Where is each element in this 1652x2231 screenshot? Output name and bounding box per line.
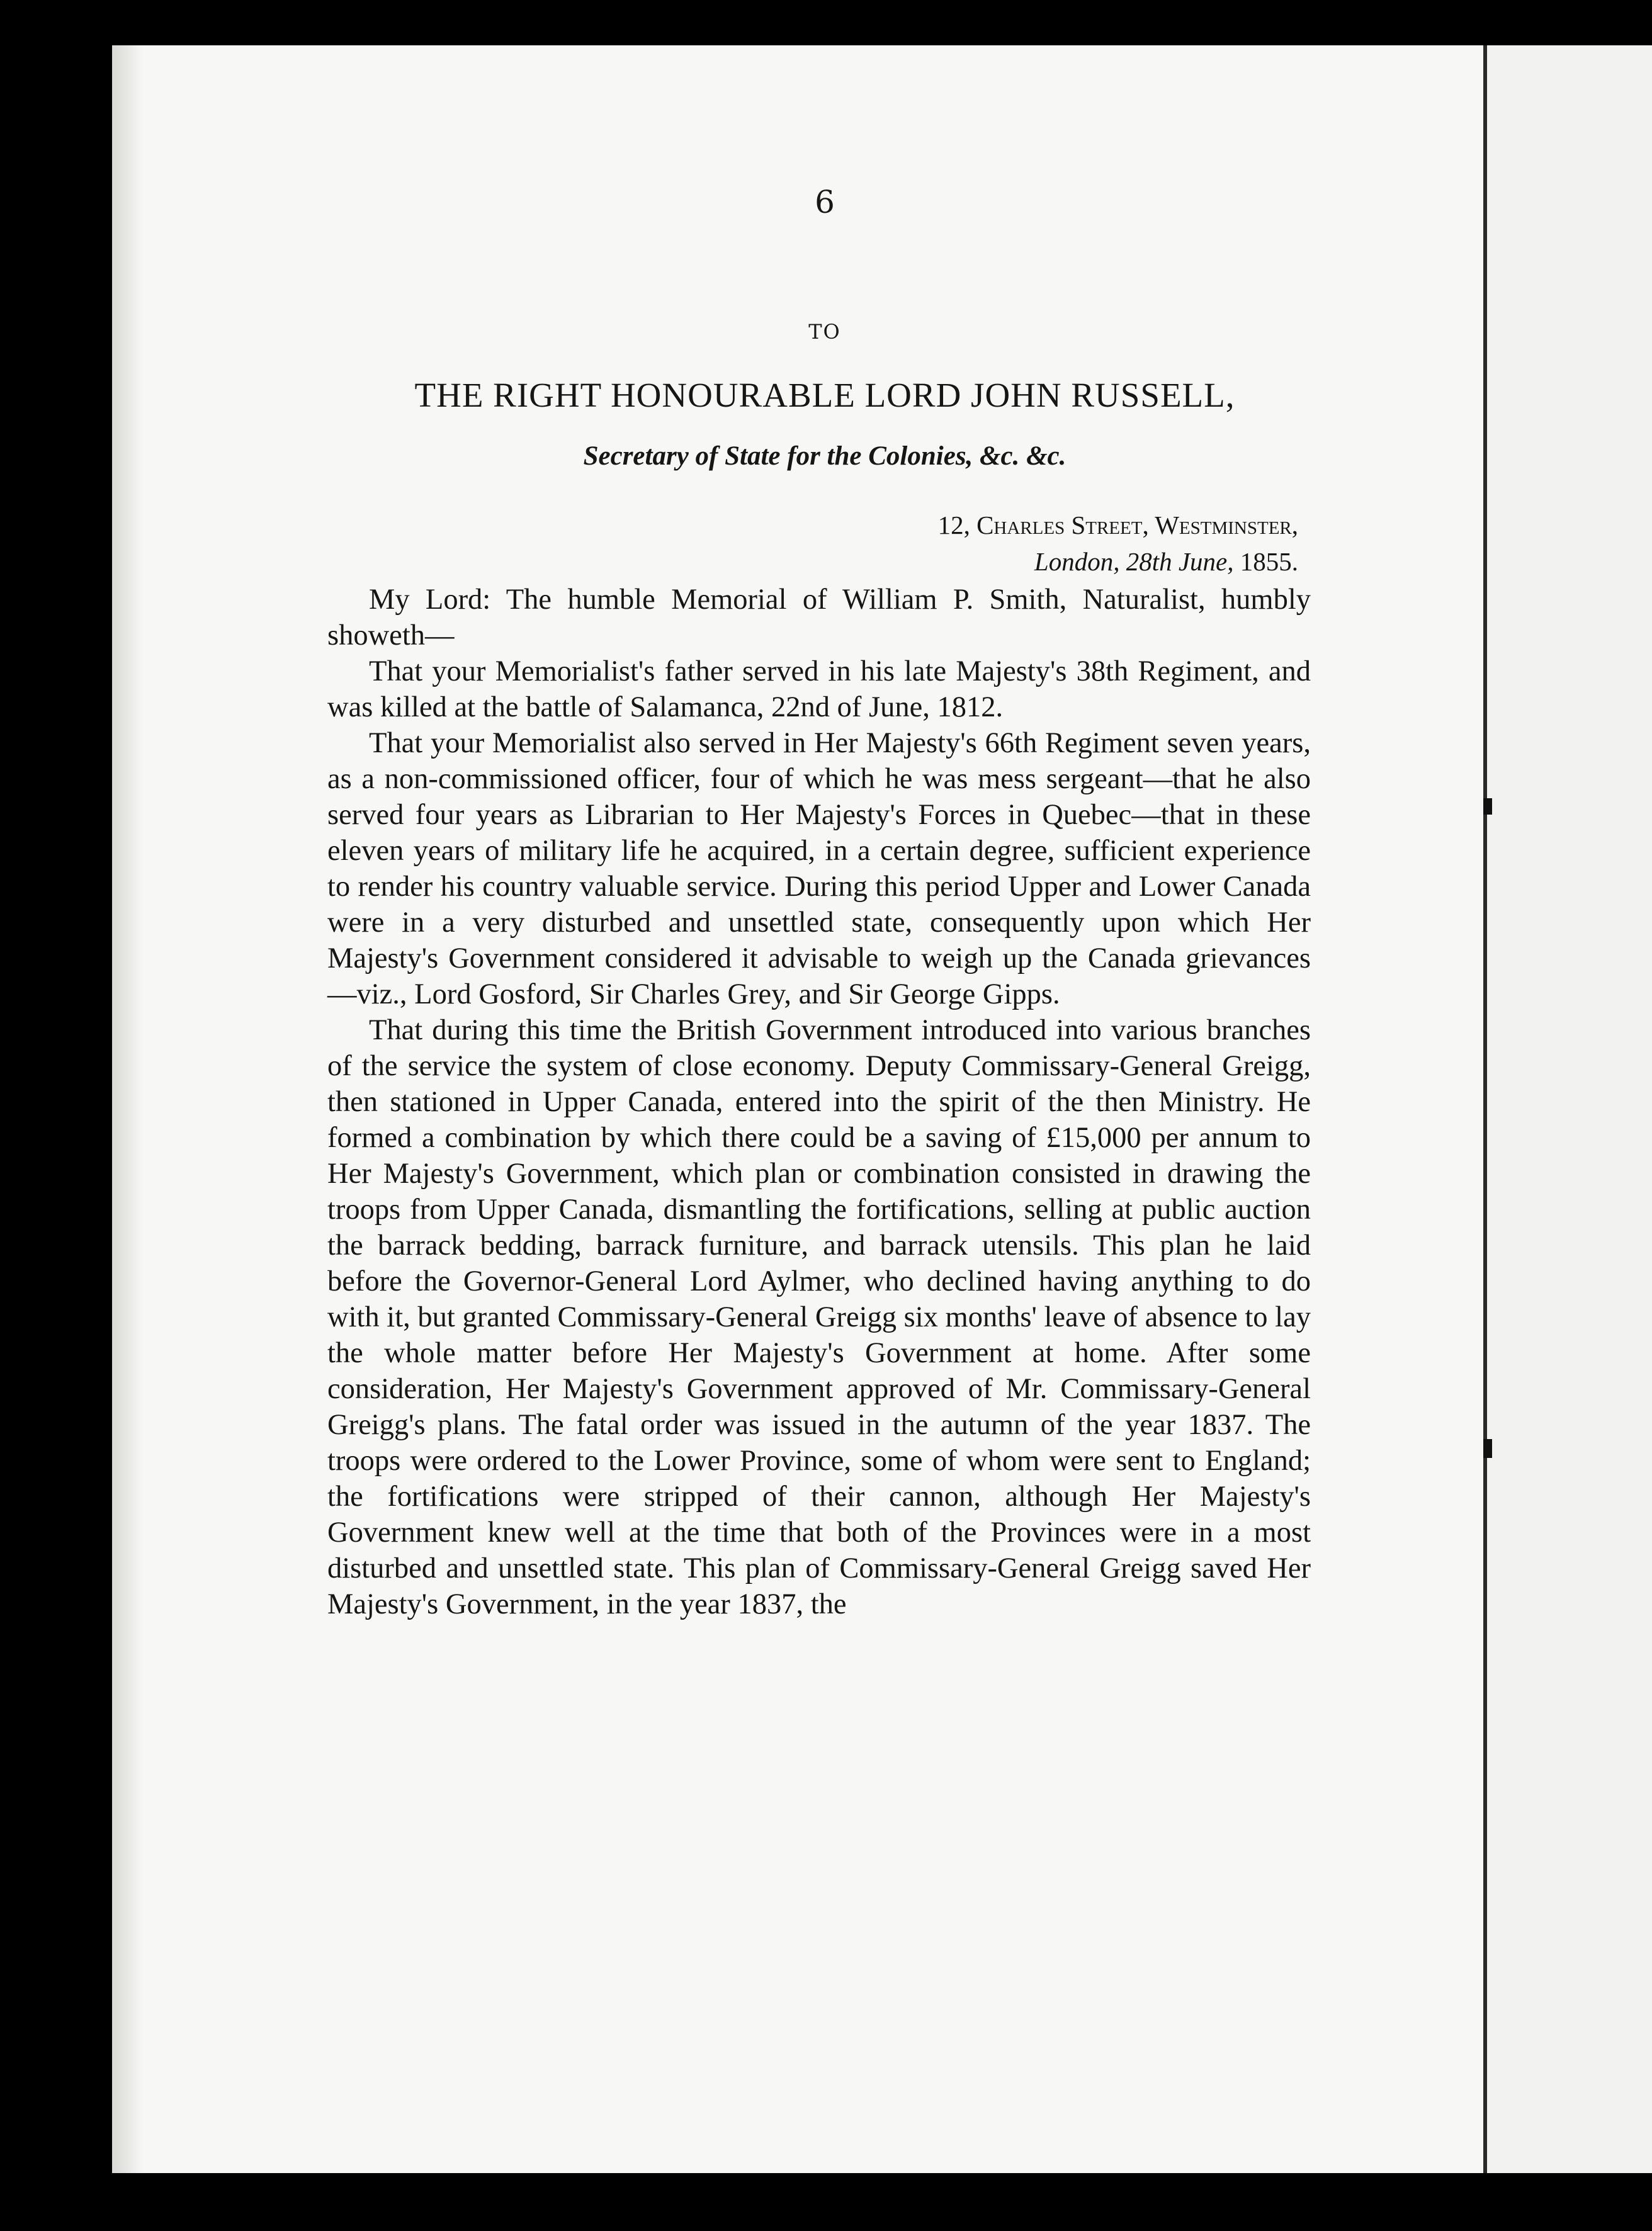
addressee-heading: THE RIGHT HONOURABLE LORD JOHN RUSSELL, bbox=[414, 376, 1235, 414]
addressee-title: Secretary of State for the Colonies, &c. &c. bbox=[583, 441, 1066, 471]
page-edge-shadow bbox=[112, 45, 144, 2173]
address-city: London, bbox=[1034, 547, 1120, 576]
body-paragraph: That your Memorialist also served in Her Majesty's 66th Regiment seven years, as a non-commissioned officer, four of which he was mess sergeant—that he also served four years as Librarian to Her Majesty's Forces in Quebec—that in these eleven years of military life he acquired, in a certain degree, sufficient experience to render his country valuable service. During this period Upper and Lower Canada were in a very disturbed and unsettled state, consequently upon which Her Majesty's Government considered it advisable to weigh up the Canada grievances—viz., Lord Gosford, Sir Charles Grey, and Sir George Gipps. bbox=[327, 727, 1311, 1010]
address-date-line bbox=[1034, 546, 1298, 577]
address-date: 28th June, bbox=[1126, 547, 1234, 576]
salutation-to: TO bbox=[808, 320, 841, 344]
address-year: 1855. bbox=[1240, 547, 1298, 576]
memorial-body bbox=[327, 582, 1311, 1622]
scan-artifact-mark bbox=[1483, 1439, 1492, 1458]
scan-artifact-mark bbox=[1483, 798, 1492, 815]
body-paragraph: My Lord: The humble Memorial of William P. Smith, Naturalist, humbly showeth— bbox=[327, 584, 1311, 652]
body-paragraph: That your Memorialist's father served in his late Majesty's 38th Regiment, and was killed at the battle of Salamanca, 22nd of June, 1812. bbox=[327, 655, 1311, 723]
body-paragraph: That during this time the British Government introduced into various branches of the service the system of close economy. Deputy Commissary-General Greigg, then stationed in Upper Canada, entered into the spirit of the then Ministry. He formed a combination by which there could be a saving of £15,000 per annum to Her Majesty's Government, which plan or combination consisted in drawing the troops from Upper Canada, dismantling the fortifications, selling at public auction the barrack bedding, barrack furniture, and barrack utensils. This plan he laid before the Governor-General Lord Aylmer, who declined having anything to do with it, but granted Commissary-General Greigg six months' leave of absence to lay the whole matter before Her Majesty's Government at home. After some consideration, Her Majesty's Government approved of Mr. Commissary-General Greigg's plans. The fatal order was issued in the autumn of the year 1837. The troops were ordered to the Lower Province, some of whom were sent to England; the fortifications were stripped of their cannon, although Her Majesty's Government knew well at the time that both of the Provinces were in a most disturbed and unsettled state. This plan of Commissary-General Greigg saved Her Majesty's Government, in the year 1837, the bbox=[327, 1014, 1311, 1620]
page-number: 6 bbox=[815, 184, 835, 220]
address-street: 12, Charles Street, Westminster, bbox=[937, 511, 1298, 539]
adjacent-page-strip bbox=[1487, 45, 1652, 2173]
